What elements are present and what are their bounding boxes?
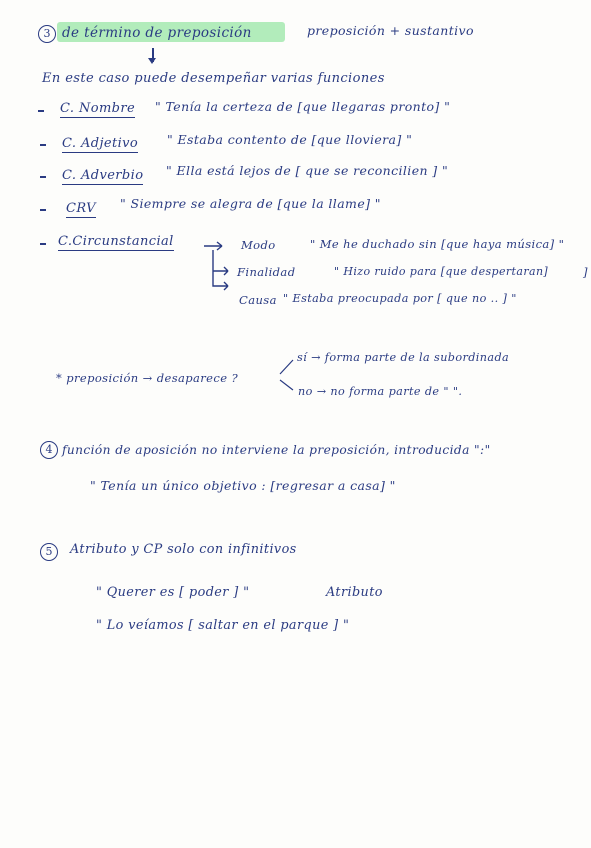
item-label-c-nombre: C. Nombre — [60, 101, 136, 116]
item-label-c-adverbio: C. Adverbio — [62, 168, 144, 183]
modo-label: Modo — [241, 238, 276, 252]
finalidad-label: Finalidad — [237, 265, 296, 279]
section-4-example: " Tenía un único objetivo : [regresar a casa] " — [90, 478, 396, 493]
section-3-formula: preposición + sustantivo — [307, 23, 474, 38]
item-example-c-nombre: " Tenía la certeza de [que llegaras pronto] " — [155, 99, 451, 114]
section-3-intro: En este caso puede desempeñar varias funciones — [42, 71, 385, 86]
causa-label: Causa — [239, 293, 277, 307]
item-label-c-adjetivo: C. Adjetivo — [62, 136, 139, 151]
item-example-crv: " Siempre se alegra de [que la llame] " — [120, 196, 381, 211]
item-example-c-adverbio: " Ella está lejos de [ que se reconcilien ] " — [166, 163, 449, 178]
section-3-number: 3 — [38, 25, 56, 43]
modo-example: " Me he duchado sin [que haya música] " — [310, 237, 565, 251]
section-5-example-2: " Lo veíamos [ saltar en el parque ] " — [96, 618, 350, 633]
section-5-example-1: " Querer es [ poder ] " — [96, 585, 250, 600]
item-label-crv: CRV — [66, 201, 96, 216]
finalidad-bracket: ] — [583, 265, 588, 279]
section-4-number: 4 — [40, 441, 58, 459]
question-text: * preposición → desaparece ? — [56, 371, 239, 385]
section-4-text: función de aposición no interviene la preposición, introducida ":" — [62, 443, 491, 457]
item-example-c-adjetivo: " Estaba contento de [que lloviera] " — [167, 132, 413, 147]
section-5-text: Atributo y CP solo con infinitivos — [70, 542, 297, 557]
question-si: sí → forma parte de la subordinada — [297, 351, 510, 364]
question-no: no → no forma parte de " ". — [298, 385, 463, 398]
section-5-number: 5 — [40, 543, 58, 561]
section-5-example-1-tag: Atributo — [326, 585, 383, 600]
section-3-title: de término de preposición — [62, 25, 252, 41]
finalidad-example: " Hizo ruido para [que despertaran] — [334, 265, 549, 278]
causa-example: " Estaba preocupada por [ que no .. ] " — [283, 292, 517, 305]
item-label-c-circunstancial: C.Circunstancial — [58, 234, 174, 249]
